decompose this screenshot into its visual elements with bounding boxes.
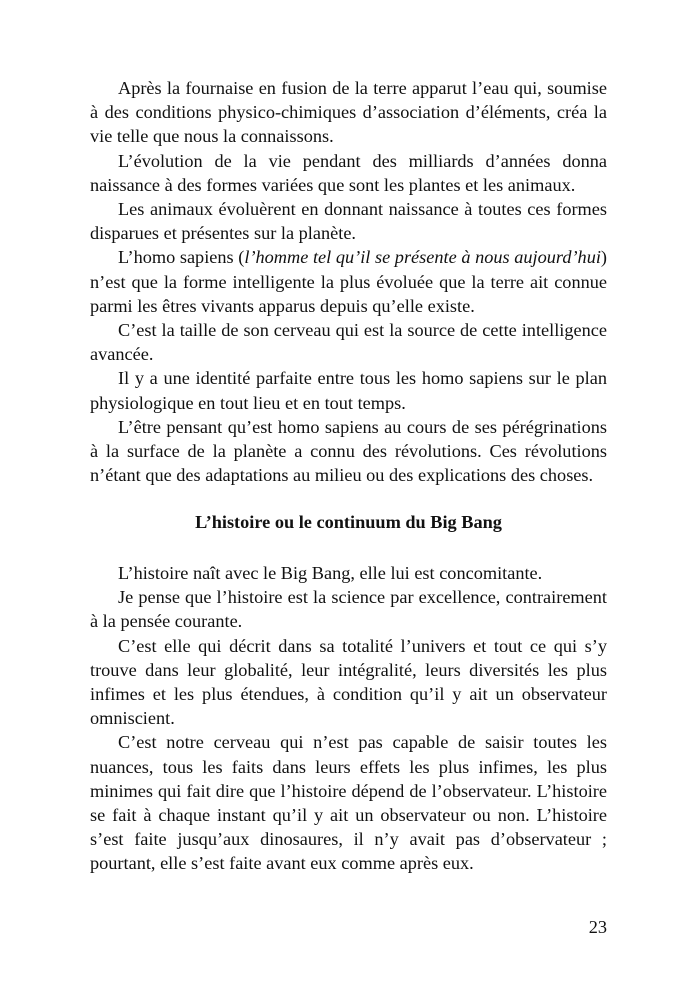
paragraph-text: ) n’est que la forme intelligente la plus évoluée que la terre ait connue parmi les êtres vivants apparus depuis qu’elle existe. (90, 247, 608, 316)
paragraph: C’est elle qui décrit dans sa totalité l’univers et tout ce qui s’y trouve dans leur globalité, leur intégralité, leurs diversités les plus infimes et les plus étendues, à condition qu’il y ait un observateur omniscient. (90, 635, 607, 729)
paragraph-italic-text: l’homme tel qu’il se présente à nous aujourd’hui (244, 247, 601, 268)
paragraph: L’histoire naît avec le Big Bang, elle lui est concomitante. (118, 563, 543, 583)
body-text-top (90, 76, 607, 487)
paragraph (90, 245, 607, 318)
paragraph: Il y a une identité parfaite entre tous les homo sapiens sur le plan physiologique en tout lieu et en tout temps. (90, 368, 607, 413)
paragraph: C’est notre cerveau qui n’est pas capable de saisir toutes les nuances, tous les faits dans leurs effets les plus infimes, les plus minimes qui fait dire que l’histoire dépend de l’observateur. L’histoire se fait à chaque instant qu’il y ait un observateur ou non. L’histoire s’est faite jusqu’aux dinosaures, il n’y avait pas d’observateur ; pourtant, elle s’est faite avant eux comme après eux. (90, 732, 607, 874)
section-heading: L’histoire ou le continuum du Big Bang (195, 512, 502, 532)
paragraph-text: L’homo sapiens ( (118, 247, 245, 268)
paragraph: Je pense que l’histoire est la science par excellence, contrairement à la pensée courante. (90, 587, 607, 632)
paragraph: C’est la taille de son cerveau qui est la source de cette intelligence avancée. (90, 320, 607, 365)
paragraph: L’être pensant qu’est homo sapiens au cours de ses pérégrinations à la surface de la planète a connu des révolutions. Ces révolutions n’étant que des adaptations au milieu ou des explications des choses. (90, 416, 607, 486)
page-number: 23 (588, 917, 607, 937)
paragraph: L’évolution de la vie pendant des milliards d’années donna naissance à des formes variées que sont les plantes et les animaux. (90, 150, 607, 195)
paragraph: Après la fournaise en fusion de la terre apparut l’eau qui, soumise à des conditions physico-chimiques d’association d’éléments, créa la vie telle que nous la connaissons. (90, 78, 607, 147)
body-text-bottom (90, 561, 607, 876)
paragraph: Les animaux évoluèrent en donnant naissance à toutes ces formes disparues et présentes sur la planète. (90, 199, 607, 244)
